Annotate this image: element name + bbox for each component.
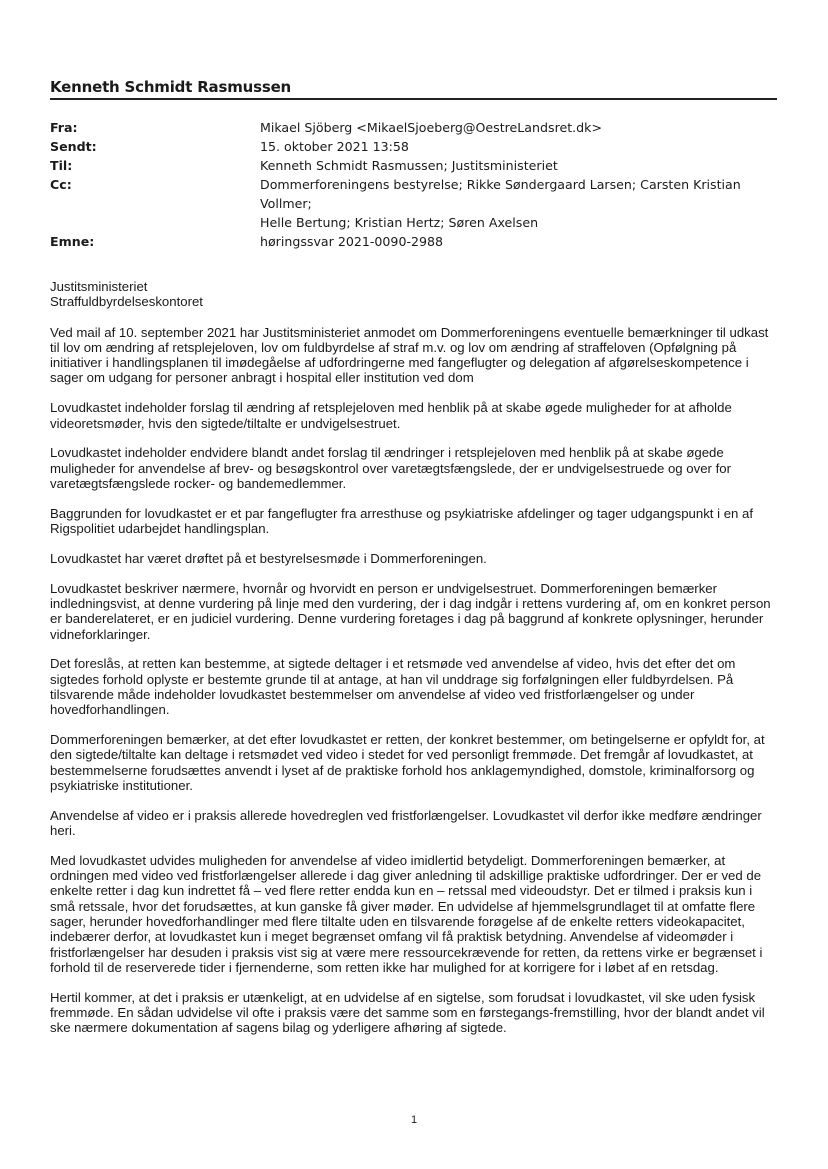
meta-cc-label: Cc: (50, 177, 72, 192)
meta-sent-label: Sendt: (50, 139, 97, 154)
meta-subject-value: høringssvar 2021-0090-2988 (260, 234, 444, 249)
header-divider (50, 98, 777, 100)
meta-cc-line-2: Helle Bertung; Kristian Hertz; Søren Axelsen (260, 215, 539, 230)
meta-to-label: Til: (50, 158, 73, 173)
paragraph: Ved mail af 10. september 2021 har Justitsministeriet anmodet om Dommerforeningens eventuelle bemærkninger til udkast til lov om ændring af retsplejeloven, lov om fuldbyrdelse af straf m.v. og lov om ændring af straffeloven (Opfølgning på initiativer i handlingsplanen til imødegåelse af udfordringerne med fangeflugter og delegation af afgørelseskompetence i sager om udgang for personer anbragt i hospital eller institution ved dom (50, 324, 769, 386)
meta-sent-value: 15. oktober 2021 13:58 (260, 139, 409, 154)
addressee (50, 279, 780, 310)
meta-subject-row (50, 232, 790, 251)
meta-from-label: Fra: (50, 120, 78, 135)
paragraph: Hertil kommer, at det i praksis er utænkeligt, at en udvidelse af en sigtelse, som forudsat i lovudkastet, vil ske uden fysisk fremmøde. En sådan udvidelse vil ofte i praksis være det samme som en førstegangs-fremstilling, hvor der blandt andet vil ske nærmere dokumentation af sagens bilag og yderligere afhøring af sigtede. (50, 989, 765, 1036)
paragraph: Lovudkastet har været drøftet på et bestyrelsesmøde i Dommerforeningen. (50, 550, 487, 566)
sender-name: Kenneth Schmidt Rasmussen (50, 78, 292, 96)
email-metadata (50, 118, 790, 251)
meta-subject-label: Emne: (50, 234, 95, 249)
meta-cc-value (260, 175, 790, 232)
meta-to-row (50, 156, 790, 175)
meta-from-row (50, 118, 790, 137)
letter-body (50, 279, 780, 1050)
meta-to-value: Kenneth Schmidt Rasmussen; Justitsministeriet (260, 158, 558, 173)
meta-cc-row (50, 175, 790, 232)
meta-from-value: Mikael Sjöberg <MikaelSjoeberg@OestreLandsret.dk> (260, 120, 602, 135)
paragraph: Lovudkastet indeholder endvidere blandt andet forslag til ændringer i retsplejeloven med henblik på at skabe øgede muligheder for anvendelse af brev- og besøgskontrol over varetægtsfængslede, der er undvigelsestruede og over for varetægtsfængslede rocker- og bandemedlemmer. (50, 445, 731, 491)
paragraph: Lovudkastet beskriver nærmere, hvornår og hvorvidt en person er undvigelsestruet. Dommerforeningen bemærker indledningsvist, at denne vurdering på linje med den vurdering, der i dag indgår i rettens vurdering af, om en konkret person er banderelateret, er en judiciel vurdering. Denne vurdering foretages i dag på baggrund af konkrete oplysninger, herunder vidneforklaringer. (50, 580, 771, 642)
meta-cc-line-1: Dommerforeningens bestyrelse; Rikke Søndergaard Larsen; Carsten Kristian Vollmer; (260, 177, 741, 211)
paragraph: Baggrunden for lovudkastet er et par fangeflugter fra arresthuse og psykiatriske afdelinger og tager udgangspunkt i en af Rigspolitiet udarbejdet handlingsplan. (50, 505, 754, 537)
page-number: 1 (410, 1114, 418, 1126)
paragraph: Med lovudkastet udvides muligheden for anvendelse af video imidlertid betydeligt. Dommerforeningen bemærker, at ordningen med video ved fristforlængelser allerede i dag giver anledning til adskillige praktiske udfordringer. Der er ved de enkelte retter i dag kun indrettet få – ved flere retter endda kun en – retssal med videoudstyr. Det er tilmed i praksis kun i små retssale, hvor det forudsættes, at kun ganske få giver møder. En udvidelse af hjemmelsgrundlaget til at omfatte flere sager, herunder hovedforhandlinger med flere tiltalte uden en tilsvarende forøgelse af de enkelte retters videokapacitet, indebærer derfor, at lovudkastet kun i meget begrænset omfang vil få praktisk betydning. Anvendelse af videomøder i fristforlængelser har desuden i praksis vist sig at være mere ressourcekrævende for retten, da rettens virke er begrænset i forhold til de reserverede tider i fjernenderne, som retten ikke har mulighed for at korrigere for i løbet af en retsdag. (50, 852, 763, 975)
addressee-line-2: Straffuldbyrdelseskontoret (50, 294, 203, 310)
addressee-line-1: Justitsministeriet (50, 279, 148, 294)
meta-sent-row (50, 137, 790, 156)
paragraph: Det foreslås, at retten kan bestemme, at sigtede deltager i et retsmøde ved anvendelse af video, hvis det efter det om sigtedes forhold oplyste er bestemte grunde til at antage, at han vil unddrage sig forfølgningen eller fuldbyrdelsen. På tilsvarende måde indeholder lovudkastet bestemmelser om anvendelse af video ved fristforlængelser og under hovedforhandlingen. (50, 656, 736, 718)
paragraph: Anvendelse af video er i praksis allerede hovedreglen ved fristforlængelser. Lovudkastet vil derfor ikke medføre ændringer heri. (50, 807, 762, 839)
paragraph: Dommerforeningen bemærker, at det efter lovudkastet er retten, der konkret bestemmer, om betingelserne er opfyldt for, at den sigtede/tiltalte kan deltage i retsmødet ved video i stedet for ved personligt fremmøde. Det fremgår af lovudkastet, at bestemmelserne forudsættes anvendt i lyset af de praktiske forhold hos anklagemyndighed, domstole, kriminalforsorg og psykiatriske institutioner. (50, 732, 765, 793)
paragraph: Lovudkastet indeholder forslag til ændring af retsplejeloven med henblik på at skabe øgede muligheder for at afholde videoretsmøder, hvis den sigtede/tiltalte er undvigelsestruet. (50, 400, 732, 431)
